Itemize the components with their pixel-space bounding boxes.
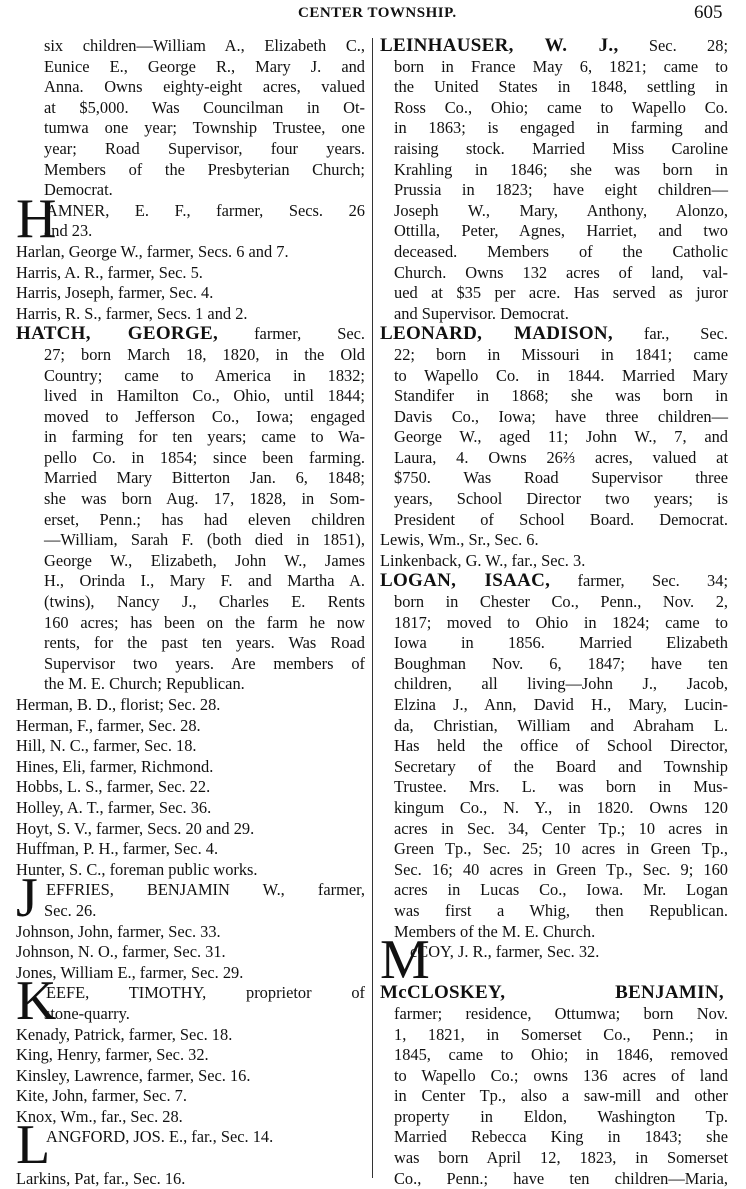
text-line bbox=[380, 922, 728, 943]
text-line bbox=[16, 427, 365, 448]
line-text: Harris, Joseph, farmer, Sec. 4. bbox=[16, 283, 214, 303]
text-line bbox=[16, 283, 365, 304]
text-line bbox=[16, 386, 365, 407]
entry-name: HATCH, GEORGE, bbox=[16, 323, 219, 345]
column-divider bbox=[372, 38, 373, 1178]
line-text: Hill, N. C., farmer, Sec. 18. bbox=[16, 736, 197, 756]
entry-name: McCLOSKEY, BENJAMIN, bbox=[380, 982, 724, 1004]
line-text: lived in Hamilton Co., Ohio, until 1844; bbox=[44, 386, 365, 406]
text-line bbox=[380, 839, 728, 860]
text-line bbox=[380, 736, 728, 757]
line-text: kingum Co., N. Y., in 1820. Owns 120 bbox=[394, 797, 728, 817]
line-text: Herman, B. D., florist; Sec. 28. bbox=[16, 695, 221, 714]
line-text: Boughman Nov. 6, 1847; have ten bbox=[394, 653, 728, 673]
text-line bbox=[380, 1045, 728, 1066]
line-text: cCOY, J. R., farmer, Sec. 32. bbox=[410, 942, 600, 962]
text-line bbox=[380, 160, 728, 181]
text-line bbox=[380, 139, 728, 160]
text-line bbox=[380, 118, 728, 139]
text-line bbox=[16, 633, 365, 654]
line-text: Huffman, P. H., farmer, Sec. 4. bbox=[16, 839, 219, 859]
line-text: in farming for ten years; came to Wa- bbox=[44, 427, 365, 447]
line-text: six children—William A., Elizabeth C., bbox=[44, 36, 365, 55]
line-text: pello Co. in 1854; since been farming. bbox=[44, 447, 365, 467]
text-line bbox=[380, 36, 728, 57]
line-text: years, School Director two years; is bbox=[394, 489, 728, 509]
text-line bbox=[380, 674, 728, 695]
text-line bbox=[380, 1025, 728, 1046]
text-line bbox=[16, 571, 365, 592]
line-text: and 23. bbox=[44, 221, 93, 241]
line-text: Herman, F., farmer, Sec. 28. bbox=[16, 715, 201, 735]
drop-cap-initial: L bbox=[16, 1114, 51, 1177]
page-header bbox=[0, 0, 746, 34]
text-line bbox=[380, 386, 728, 407]
line-text bbox=[724, 983, 728, 1002]
line-text: was first a Whig, then Republican. bbox=[394, 900, 728, 920]
line-text: Hunter, S. C., foreman public works. bbox=[16, 859, 258, 879]
line-text: acres in Lucas Co., Iowa. Mr. Logan bbox=[394, 880, 728, 900]
text-line bbox=[16, 901, 365, 922]
line-text: in 1863; is engaged in farming and bbox=[394, 118, 728, 138]
text-line bbox=[380, 613, 728, 634]
text-line bbox=[380, 57, 728, 78]
text-line bbox=[16, 118, 365, 139]
line-text: 22; born in Missouri in 1841; came bbox=[394, 344, 728, 364]
line-text: Ottilla, Peter, Agnes, Harriet, and two bbox=[394, 221, 728, 241]
line-text: Members of the M. E. Church. bbox=[394, 921, 596, 941]
text-line bbox=[16, 1004, 365, 1025]
text-line bbox=[380, 716, 728, 737]
line-text: to Wapello Co.; owns 136 acres of land bbox=[394, 1065, 728, 1085]
entry-name: LEINHAUSER, W. J., bbox=[380, 35, 619, 56]
text-line bbox=[380, 592, 728, 613]
text-line bbox=[16, 1025, 365, 1046]
drop-cap-initial: M bbox=[380, 929, 430, 992]
line-text: far., Sec. bbox=[612, 324, 728, 344]
text-line bbox=[16, 160, 365, 181]
text-line bbox=[16, 654, 365, 675]
line-text: Larkins, Pat, far., Sec. 16. bbox=[16, 1168, 186, 1188]
line-text: born in France May 6, 1821; came to bbox=[394, 56, 728, 76]
line-text: she was born Aug. 17, 1828, in Som- bbox=[44, 489, 365, 509]
line-text: the M. E. Church; Republican. bbox=[44, 674, 245, 694]
right-column bbox=[380, 35, 728, 1188]
line-text: at $5,000. Was Councilman in Ot- bbox=[44, 97, 365, 117]
text-line bbox=[16, 180, 365, 201]
line-text: Trustee. Mrs. L. was born in Mus- bbox=[394, 777, 728, 797]
text-line bbox=[380, 221, 728, 242]
line-text: 1, 1821, in Somerset Co., Penn.; in bbox=[394, 1024, 728, 1044]
line-text: $750. Was Road Supervisor three bbox=[394, 468, 728, 488]
line-text: Linkenback, G. W., far., Sec. 3. bbox=[380, 550, 586, 570]
text-line bbox=[16, 345, 365, 366]
line-text: Co., Penn.; have ten children—Maria, bbox=[394, 1168, 728, 1188]
line-text: property in Eldon, Washington Tp. bbox=[394, 1106, 728, 1126]
text-line bbox=[16, 963, 365, 984]
text-line bbox=[16, 1045, 365, 1066]
text-line bbox=[16, 1107, 365, 1128]
text-line bbox=[16, 613, 365, 634]
line-text: farmer; residence, Ottumwa; born Nov. bbox=[394, 1003, 728, 1023]
text-line bbox=[380, 242, 728, 263]
text-line bbox=[380, 880, 728, 901]
text-line bbox=[16, 489, 365, 510]
line-text: rents, for the past ten years. Was Road bbox=[44, 633, 365, 653]
text-line bbox=[16, 716, 365, 737]
line-text: President of School Board. Democrat. bbox=[394, 509, 728, 529]
line-text: Prussia in 1823; have eight children— bbox=[394, 180, 728, 200]
text-line bbox=[380, 468, 728, 489]
text-line bbox=[16, 674, 365, 695]
page-number: 605 bbox=[694, 2, 723, 23]
text-line bbox=[16, 839, 365, 860]
text-line bbox=[380, 530, 728, 551]
line-text: to Wapello Co. in 1844. Married Mary bbox=[394, 365, 728, 385]
text-line bbox=[16, 1086, 365, 1107]
line-text: Church. Owns 132 acres of land, val- bbox=[394, 262, 728, 282]
line-text: Democrat. bbox=[44, 180, 113, 200]
line-text: erset, Penn.; has had eleven children bbox=[44, 509, 365, 529]
line-text: year; Road Supervisor, four years. bbox=[44, 138, 365, 158]
text-line bbox=[16, 407, 365, 428]
line-text: H., Orinda I., Mary F. and Martha A. bbox=[44, 571, 365, 591]
text-line bbox=[380, 489, 728, 510]
line-text: Sec. 28; bbox=[618, 36, 728, 55]
text-line bbox=[380, 798, 728, 819]
text-line bbox=[380, 448, 728, 469]
line-text: Sec. 26. bbox=[44, 900, 97, 920]
text-line bbox=[16, 592, 365, 613]
line-text: AMNER, E. F., farmer, Secs. 26 bbox=[46, 200, 365, 220]
text-line bbox=[16, 366, 365, 387]
drop-cap-initial: H bbox=[16, 187, 57, 250]
line-text: Green Tp., Sec. 25; 10 acres in Green Tp., bbox=[394, 839, 728, 859]
left-column bbox=[16, 36, 366, 1188]
line-text: 1817; moved to Ohio in 1824; came to bbox=[394, 612, 728, 632]
line-text: Supervisor two years. Are members of bbox=[44, 653, 365, 673]
line-text: ued at $35 per acre. Has served as juror bbox=[394, 283, 728, 303]
text-line bbox=[380, 1066, 728, 1087]
line-text: Eunice E., George R., Mary J. and bbox=[44, 56, 365, 76]
line-text: Laura, 4. Owns 26⅔ acres, valued at bbox=[394, 447, 728, 467]
text-line bbox=[380, 324, 728, 345]
text-line bbox=[16, 448, 365, 469]
line-text: Elzina J., Ann, David H., Mary, Lucin- bbox=[394, 695, 728, 714]
line-text: raising stock. Married Miss Caroline bbox=[394, 138, 728, 158]
line-text: (twins), Nancy J., Charles E. Rents bbox=[44, 592, 365, 612]
text-line bbox=[380, 180, 728, 201]
line-text: —William, Sarah F. (both died in 1851), bbox=[44, 530, 365, 550]
line-text: 27; born March 18, 1820, in the Old bbox=[44, 344, 365, 364]
text-line bbox=[380, 263, 728, 284]
text-line bbox=[380, 407, 728, 428]
text-line bbox=[380, 1086, 728, 1107]
line-text: was born April 12, 1823, in Somerset bbox=[394, 1148, 728, 1168]
text-line bbox=[380, 201, 728, 222]
text-line bbox=[380, 304, 728, 325]
text-line bbox=[16, 736, 365, 757]
line-text: Jones, William E., farmer, Sec. 29. bbox=[16, 962, 244, 982]
line-text: Harlan, George W., farmer, Secs. 6 and 7. bbox=[16, 241, 289, 261]
line-text: EFFRIES, BENJAMIN W., farmer, bbox=[46, 880, 365, 900]
line-text: Hoyt, S. V., farmer, Secs. 20 and 29. bbox=[16, 818, 255, 838]
text-line bbox=[16, 819, 365, 840]
line-text: stone-quarry. bbox=[44, 1003, 130, 1023]
text-line bbox=[380, 695, 728, 716]
line-text: farmer, Sec. 34; bbox=[550, 571, 728, 591]
line-text: ANGFORD, JOS. E., far., Sec. 14. bbox=[46, 1127, 274, 1147]
text-line bbox=[380, 1127, 728, 1148]
line-text: George W., Elizabeth, John W., James bbox=[44, 550, 365, 570]
line-text: Johnson, N. O., farmer, Sec. 31. bbox=[16, 942, 226, 962]
line-text: Standifer in 1868; she was born in bbox=[394, 386, 728, 406]
line-text: children, all living—John J., Jacob, bbox=[394, 674, 728, 694]
line-text: and Supervisor. Democrat. bbox=[394, 303, 569, 323]
text-line bbox=[16, 860, 365, 881]
text-line bbox=[16, 530, 365, 551]
text-line bbox=[16, 77, 365, 98]
text-line bbox=[380, 510, 728, 531]
text-line bbox=[16, 798, 365, 819]
text-line bbox=[16, 1066, 365, 1087]
text-line bbox=[380, 633, 728, 654]
text-line bbox=[16, 221, 365, 242]
text-line bbox=[380, 77, 728, 98]
line-text: 1845, came to Ohio; in 1846, removed bbox=[394, 1045, 728, 1065]
text-line bbox=[380, 571, 728, 592]
text-line bbox=[380, 1107, 728, 1128]
line-text: born in Chester Co., Penn., Nov. 2, bbox=[394, 592, 728, 612]
text-line bbox=[16, 510, 365, 531]
text-line bbox=[16, 57, 365, 78]
line-text: da, Christian, William and Abraham L. bbox=[394, 715, 728, 735]
line-text: Sec. 16; 40 acres in Green Tp., Sec. 9; 160 bbox=[394, 859, 728, 879]
line-text: George W., aged 11; John W., 7, and bbox=[394, 427, 728, 447]
text-line bbox=[16, 263, 365, 284]
line-text: Johnson, John, farmer, Sec. 33. bbox=[16, 921, 221, 941]
line-text: Married Rebecca King in 1843; she bbox=[394, 1127, 728, 1147]
text-line bbox=[380, 1169, 728, 1189]
text-line bbox=[16, 942, 365, 963]
text-line bbox=[16, 139, 365, 160]
text-line bbox=[380, 860, 728, 881]
text-line bbox=[380, 427, 728, 448]
line-text: Kenady, Patrick, farmer, Sec. 18. bbox=[16, 1024, 233, 1044]
line-text: Harris, A. R., farmer, Sec. 5. bbox=[16, 262, 203, 282]
line-text: the United States in 1848, settling in bbox=[394, 77, 728, 97]
text-line bbox=[380, 366, 728, 387]
line-text: Country; came to America in 1832; bbox=[44, 365, 365, 385]
line-text: Ross Co., Ohio; came to Wapello Co. bbox=[394, 97, 728, 117]
text-line bbox=[380, 283, 728, 304]
line-text: in Center Tp., also a saw-mill and other bbox=[394, 1086, 728, 1106]
line-text: Knox, Wm., far., Sec. 28. bbox=[16, 1106, 183, 1126]
entry-name: LEONARD, MADISON, bbox=[380, 323, 613, 345]
text-line bbox=[380, 777, 728, 798]
text-line bbox=[16, 922, 365, 943]
entry-name: LOGAN, ISAAC, bbox=[380, 570, 551, 592]
text-line bbox=[380, 983, 728, 1004]
line-text: moved to Jefferson Co., Iowa; engaged bbox=[44, 406, 365, 426]
line-text: Iowa in 1856. Married Elizabeth bbox=[394, 633, 728, 653]
text-line bbox=[380, 98, 728, 119]
text-line bbox=[16, 98, 365, 119]
text-line bbox=[380, 819, 728, 840]
line-text: Holley, A. T., farmer, Sec. 36. bbox=[16, 797, 212, 817]
text-line bbox=[16, 1169, 365, 1189]
text-line bbox=[16, 324, 365, 345]
line-text: acres in Sec. 34, Center Tp.; 10 acres in bbox=[394, 818, 728, 838]
line-text: Davis Co., Iowa; have three children— bbox=[394, 406, 728, 426]
text-line bbox=[380, 551, 728, 572]
line-text: Kite, John, farmer, Sec. 7. bbox=[16, 1086, 187, 1106]
line-text: Has held the office of School Director, bbox=[394, 736, 728, 756]
line-text: Hobbs, L. S., farmer, Sec. 22. bbox=[16, 777, 211, 797]
line-text: EEFE, TIMOTHY, proprietor of bbox=[46, 983, 365, 1003]
running-head: CENTER TOWNSHIP. bbox=[298, 5, 457, 21]
text-line bbox=[380, 345, 728, 366]
line-text: tumwa one year; Township Trustee, one bbox=[44, 118, 365, 138]
text-line bbox=[380, 654, 728, 675]
line-text: Married Mary Bitterton Jan. 6, 1848; bbox=[44, 468, 365, 488]
text-line bbox=[16, 1148, 365, 1169]
line-text: Members of the Presbyterian Church; bbox=[44, 159, 365, 179]
line-text: 160 acres; has been on the farm he now bbox=[44, 612, 365, 632]
line-text: farmer, Sec. bbox=[218, 324, 366, 344]
text-line bbox=[380, 963, 728, 984]
drop-cap-initial: K bbox=[16, 970, 57, 1033]
line-text: King, Henry, farmer, Sec. 32. bbox=[16, 1045, 209, 1065]
text-line bbox=[16, 757, 365, 778]
text-line bbox=[16, 242, 365, 263]
line-text: Hines, Eli, farmer, Richmond. bbox=[16, 756, 214, 776]
line-text: Secretary of the Board and Township bbox=[394, 756, 728, 776]
text-line bbox=[16, 304, 365, 325]
text-line bbox=[380, 757, 728, 778]
drop-cap-initial: J bbox=[16, 867, 38, 930]
text-line bbox=[16, 468, 365, 489]
text-line bbox=[16, 551, 365, 572]
line-text: Joseph W., Mary, Anthony, Alonzo, bbox=[394, 200, 728, 220]
line-text: Anna. Owns eighty-eight acres, valued bbox=[44, 77, 365, 97]
text-line bbox=[16, 36, 365, 57]
line-text: Kinsley, Lawrence, farmer, Sec. 16. bbox=[16, 1065, 251, 1085]
line-text: Harris, R. S., farmer, Secs. 1 and 2. bbox=[16, 303, 248, 323]
line-text: Krahling in 1846; she was born in bbox=[394, 159, 728, 179]
text-line bbox=[16, 695, 365, 716]
text-line bbox=[380, 901, 728, 922]
text-line bbox=[16, 777, 365, 798]
text-line bbox=[380, 1004, 728, 1025]
line-text: deceased. Members of the Catholic bbox=[394, 241, 728, 261]
text-line bbox=[380, 1148, 728, 1169]
line-text: Lewis, Wm., Sr., Sec. 6. bbox=[380, 530, 539, 550]
